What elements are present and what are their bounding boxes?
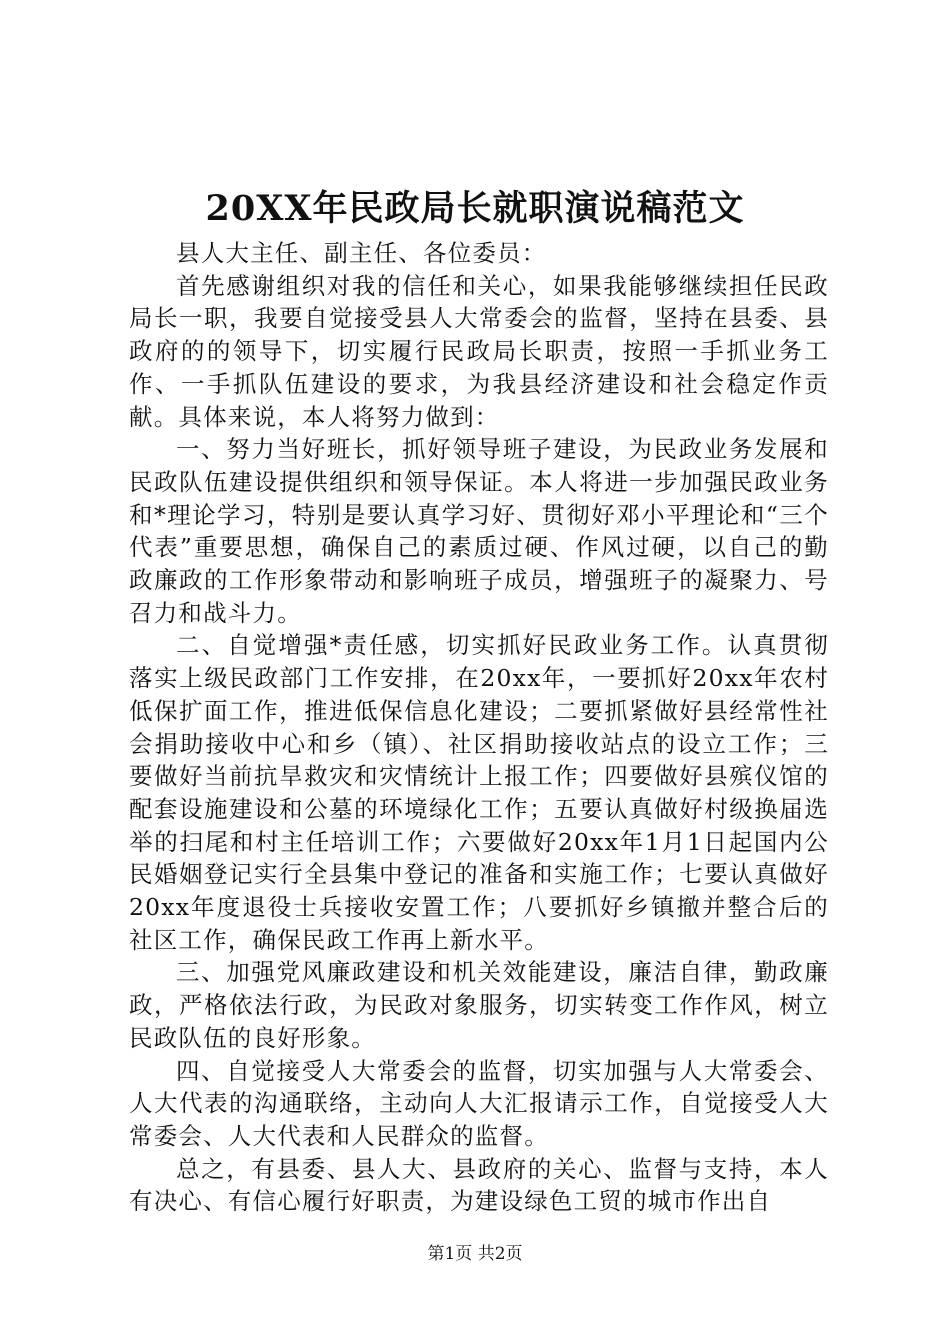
document-body: [129, 237, 829, 1218]
point-three-paragraph: 三、加强党风廉政建设和机关效能建设，廉洁自律，勤政廉政，严格依法行政，为民政对象服务，切实转变工作作风，树立民政队伍的良好形象。: [129, 958, 829, 1052]
document-title: 20XX年民政局长就职演说稿范文: [205, 188, 745, 229]
page-number: 第1页 共2页: [427, 1244, 523, 1264]
point-one-paragraph: 一、努力当好班长，抓好领导班子建设，为民政业务发展和民政队伍建设提供组织和领导保证。本人将进一步加强民政业务和*理论学习，特别是要认真学习好、贯彻好邓小平理论和“三个代表”重要思想，确保自己的素质过硬、作风过硬，以自己的勤政廉政的工作形象带动和影响班子成员，增强班子的凝聚力、号召力和战斗力。: [129, 435, 829, 627]
salutation-paragraph: 县人大主任、副主任、各位委员：: [176, 239, 547, 267]
conclusion-paragraph: 总之，有县委、县人大、县政府的关心、监督与支持，本人有决心、有信心履行好职责，为建设绿色工贸的城市作出自: [129, 1154, 829, 1216]
point-two-paragraph: 二、自觉增强*责任感，切实抓好民政业务工作。认真贯彻落实上级民政部门工作安排，在20xx年，一要抓好20xx年农村低保扩面工作，推进低保信息化建设；二要抓紧做好县经常性社会捐助接收中心和乡（镇）、社区捐助接收站点的设立工作；三要做好当前抗旱救灾和灾情统计上报工作；四要做好县殡仪馆的配套设施建设和公墓的环境绿化工作；五要认真做好村级换届选举的扫尾和村主任培训工作；六要做好20xx年1月1日起国内公民婚姻登记实行全县集中登记的准备和实施工作；七要认真做好20xx年度退役士兵接收安置工作；八要抓好乡镇撤并整合后的社区工作，确保民政工作再上新水平。: [129, 631, 829, 954]
intro-paragraph: 首先感谢组织对我的信任和关心，如果我能够继续担任民政局长一职，我要自觉接受县人大常委会的监督，坚持在县委、县政府的的领导下，切实履行民政局长职责，按照一手抓业务工作、一手抓队伍建设的要求，为我县经济建设和社会稳定作贡献。具体来说，本人将努力做到：: [129, 271, 829, 431]
point-four-paragraph: 四、自觉接受人大常委会的监督，切实加强与人大常委会、人大代表的沟通联络，主动向人大汇报请示工作，自觉接受人大常委会、人大代表和人民群众的监督。: [129, 1056, 829, 1150]
